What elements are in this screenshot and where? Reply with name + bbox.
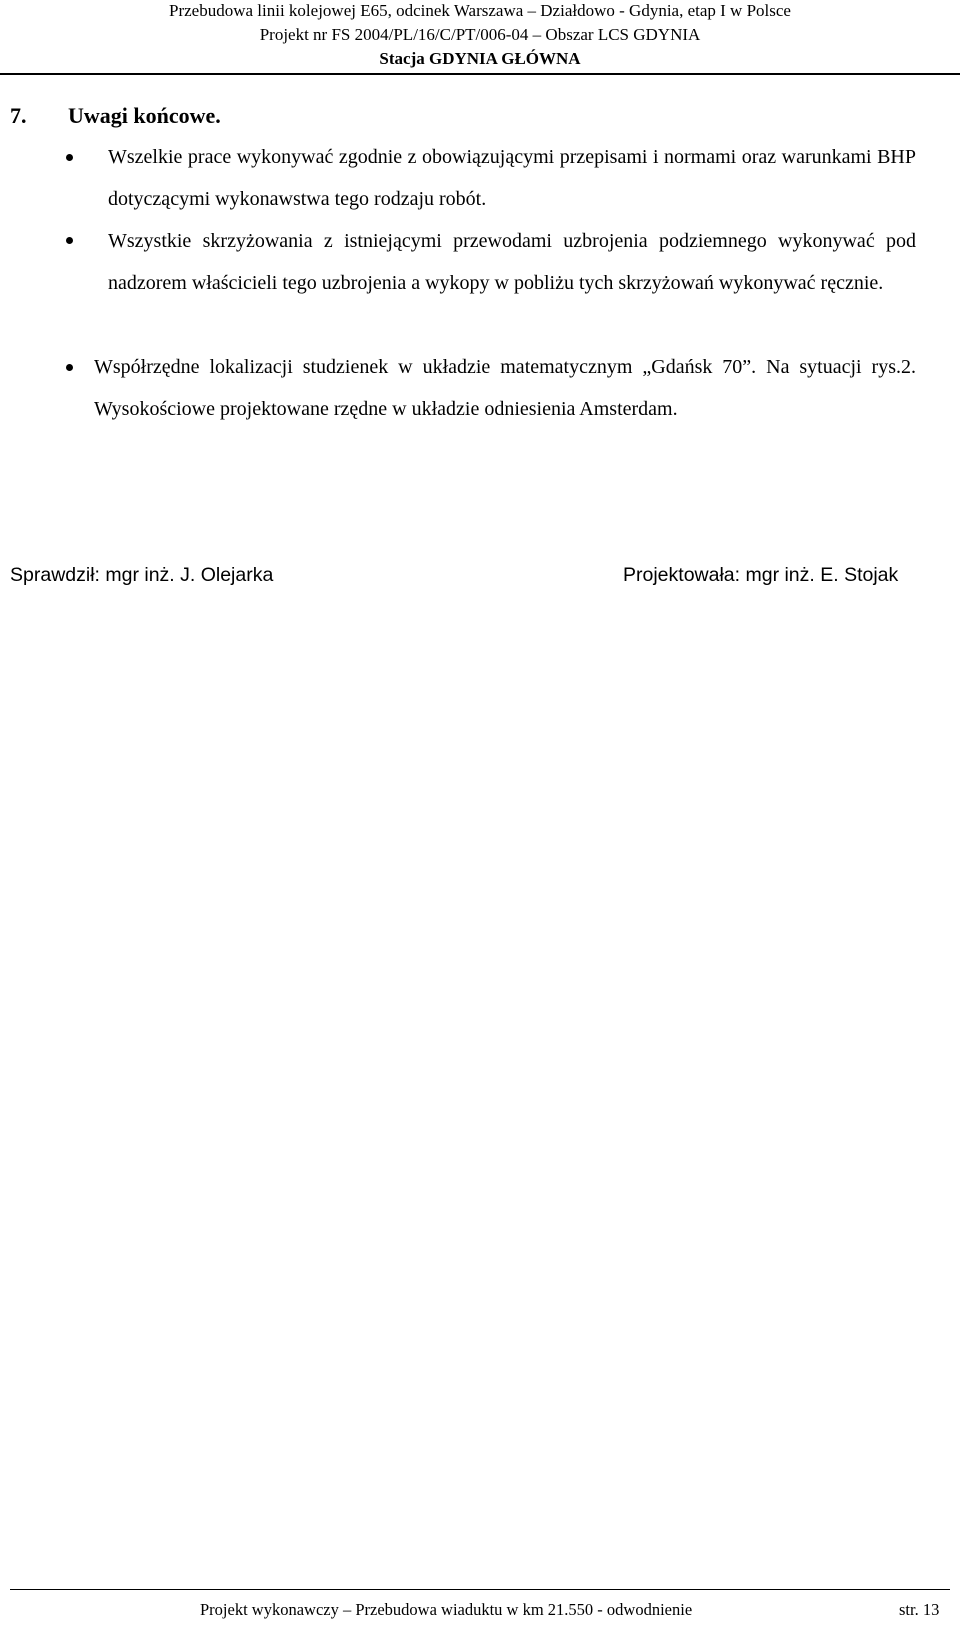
section-number: 7. (10, 103, 27, 128)
bullet-item-1-text: Wszelkie prace wykonywać zgodnie z obowiązującymi przepisami i normami oraz warunkami BHP dotyczącymi wykonawstwa tego rodzaju robót. (108, 146, 916, 210)
header-divider (0, 73, 960, 75)
footer-divider (10, 1589, 950, 1590)
header-line-1: Przebudowa linii kolejowej E65, odcinek Warszawa – Działdowo - Gdynia, etap I w Polsce (169, 1, 791, 20)
checked-by-signature: Sprawdził: mgr inż. J. Olejarka (10, 564, 274, 586)
footer-project-title: Projekt wykonawczy – Przebudowa wiaduktu w km 21.550 - odwodnienie (200, 1600, 693, 1619)
bullet-icon (66, 237, 73, 244)
bullet-icon (66, 154, 73, 161)
bullet-item-3-text: Współrzędne lokalizacji studzienek w układzie matematycznym „Gdańsk 70”. Na sytuacji rys.2. Wysokościowe projektowane rzędne w układzie odniesienia Amsterdam. (94, 356, 916, 420)
header-line-2: Projekt nr FS 2004/PL/16/C/PT/006-04 – Obszar LCS GDYNIA (259, 25, 701, 44)
designed-by-signature: Projektowała: mgr inż. E. Stojak (623, 564, 899, 586)
bullet-item-2-text: Wszystkie skrzyżowania z istniejącymi przewodami uzbrojenia podziemnego wykonywać pod nadzorem właścicieli tego uzbrojenia a wykopy w pobliżu tych skrzyżowań wykonywać ręcznie. (108, 230, 916, 294)
header-line-3: Stacja GDYNIA GŁÓWNA (379, 49, 581, 68)
bullet-item-1 (108, 136, 916, 220)
section-title: Uwagi końcowe. (68, 103, 221, 128)
bullet-icon (66, 364, 73, 371)
bullet-item-3 (94, 346, 916, 430)
bullet-item-2 (108, 220, 916, 304)
section-heading (10, 102, 221, 130)
page-number: str. 13 (899, 1600, 940, 1619)
